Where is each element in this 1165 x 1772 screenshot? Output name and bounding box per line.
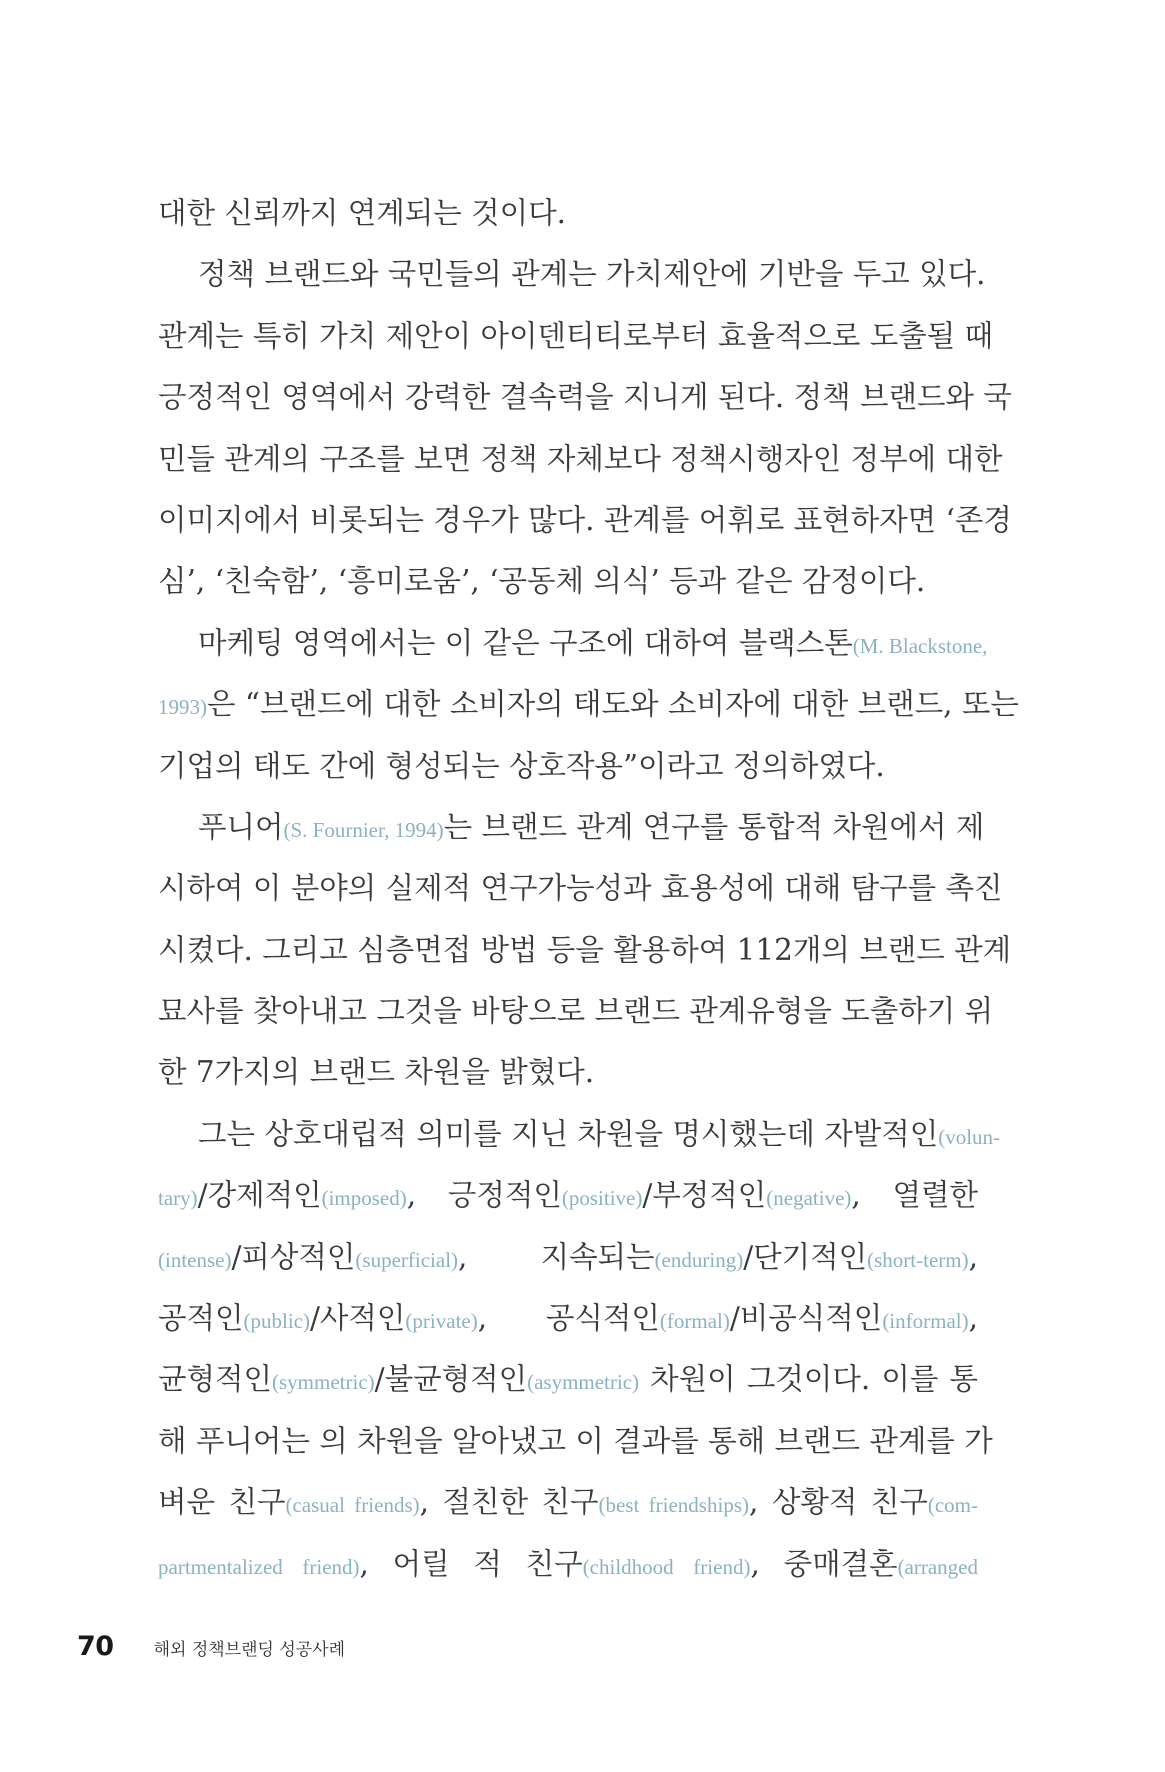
text-segment: 대한 신뢰까지 연계되는 것이다. [158, 196, 566, 230]
text-line [158, 1053, 978, 1114]
text-segment: , [968, 1301, 978, 1336]
english-annotation: (symmetric) [272, 1370, 375, 1395]
text-segment: 마케팅 영역에서는 이 같은 구조에 대하여 블랙스톤 [198, 625, 853, 660]
text-segment: 균형적인 [158, 1362, 272, 1397]
text-line [158, 747, 978, 808]
text-line [158, 931, 1012, 992]
text-segment: 해 푸니어는 의 차원을 알아냈고 이 결과를 통해 브랜드 관계를 가 [158, 1423, 993, 1458]
text-line [158, 501, 1012, 562]
english-annotation: (asymmetric) [527, 1370, 640, 1395]
english-annotation: tary) [158, 1186, 198, 1211]
text-segment: /사적인 [309, 1301, 406, 1336]
english-annotation: partmentalized friend) [158, 1554, 360, 1579]
english-annotation: (casual friends) [285, 1493, 420, 1518]
text-segment: , 열렬한 [851, 1178, 979, 1213]
text-segment: /불균형적인 [374, 1362, 528, 1397]
text-segment: 정책 브랜드와 국민들의 관계는 가치제안에 기반을 두고 있다. [198, 257, 986, 292]
english-annotation: (intense) [158, 1247, 232, 1272]
text-segment: 이미지에서 비롯되는 경우가 많다. 관계를 어휘로 표현하자면 ‘존경 [158, 502, 1012, 537]
text-segment: 묘사를 찾아내고 그것을 바탕으로 브랜드 관계유형을 도출하기 위 [158, 994, 994, 1029]
text-segment: 한 7가지의 브랜드 차원을 밝혔다. [158, 1055, 595, 1090]
text-segment: 관계는 특히 가치 제안이 아이덴티티로부터 효율적으로 도출될 때 [158, 318, 994, 353]
text-segment: 심’, ‘친숙함’, ‘흥미로움’, ‘공동체 의식’ 등과 같은 감정이다. [158, 564, 926, 599]
text-line [158, 440, 1003, 501]
text-segment: /부정적인 [642, 1178, 767, 1213]
text-line [158, 1545, 978, 1606]
text-segment: /강제적인 [197, 1178, 322, 1213]
english-annotation: (private) [405, 1309, 478, 1334]
text-segment: 시하여 이 분야의 실제적 연구가능성과 효용성에 대해 탐구를 촉진 [158, 871, 1003, 906]
text-segment: /피상적인 [231, 1239, 356, 1274]
english-annotation: (best friendships) [598, 1493, 749, 1518]
text-line [158, 378, 1012, 439]
text-segment: 는 브랜드 관계 연구를 통합적 차원에서 제 [443, 809, 985, 844]
english-annotation: (com- [927, 1493, 978, 1518]
english-annotation: (volun- [938, 1124, 1001, 1149]
english-annotation: (positive) [561, 1186, 643, 1211]
text-segment: /단기적인 [743, 1239, 868, 1274]
english-annotation: (M. Blackstone, [852, 633, 988, 658]
text-segment: , 긍정적인 [406, 1178, 562, 1213]
text-line [158, 1299, 978, 1360]
text-line [158, 1176, 978, 1237]
text-line [158, 1238, 978, 1299]
english-annotation: 1993) [158, 695, 207, 720]
page-footer [77, 1631, 345, 1671]
english-annotation: (formal) [659, 1309, 730, 1334]
page-number: 70 [77, 1631, 114, 1662]
text-line [158, 869, 1003, 930]
text-line [158, 317, 994, 378]
english-annotation: (superficial) [355, 1247, 459, 1272]
text-segment: 공적인 [158, 1301, 244, 1336]
text-segment: 긍정적인 영역에서 강력한 결속력을 지니게 된다. 정책 브랜드와 국 [158, 380, 1012, 415]
text-segment: , 절친한 친구 [419, 1485, 599, 1520]
text-segment: , 중매결혼 [750, 1546, 898, 1581]
text-segment: 민들 관계의 구조를 보면 정책 자체보다 정책시행자인 정부에 대한 [158, 441, 1003, 476]
text-line [158, 808, 985, 869]
text-segment: , [968, 1239, 978, 1274]
text-segment: 차원이 그것이다. 이를 통 [639, 1362, 978, 1397]
text-line [158, 992, 994, 1053]
text-segment: /비공식적인 [729, 1301, 883, 1336]
text-line [158, 1115, 1001, 1176]
text-segment: 시켰다. 그리고 심층면접 방법 등을 활용하여 112개의 브랜드 관계 [158, 932, 1012, 967]
english-annotation: (arranged [897, 1554, 979, 1579]
text-line [158, 685, 1019, 746]
text-segment: 벼운 친구 [158, 1485, 286, 1520]
english-annotation: (childhood friend) [582, 1554, 751, 1579]
text-line [158, 624, 988, 685]
english-annotation: (informal) [882, 1309, 969, 1334]
text-line [158, 1483, 978, 1544]
text-segment: 은 “브랜드에 대한 소비자의 태도와 소비자에 대한 브랜드, 또는 [207, 687, 1019, 722]
english-annotation: (short-term) [867, 1247, 969, 1272]
body-text [158, 194, 1019, 1606]
text-line [158, 1422, 993, 1483]
text-segment: 기업의 태도 간에 형성되는 상호작용”이라고 정의하였다. [158, 748, 885, 783]
english-annotation: (negative) [766, 1186, 852, 1211]
english-annotation: (imposed) [321, 1186, 407, 1211]
english-annotation: (S. Fournier, 1994) [283, 817, 444, 842]
running-title: 해외 정책브랜딩 성공사례 [153, 1640, 346, 1660]
text-segment: 푸니어 [198, 809, 284, 844]
text-segment: , 공식적인 [477, 1301, 660, 1336]
text-line [158, 255, 986, 316]
english-annotation: (public) [243, 1309, 310, 1334]
english-annotation: (enduring) [654, 1247, 744, 1272]
text-segment: , 지속되는 [458, 1239, 655, 1274]
text-line [158, 562, 978, 623]
text-segment: 그는 상호대립적 의미를 지닌 차원을 명시했는데 자발적인 [198, 1116, 939, 1151]
text-segment: , 상황적 친구 [748, 1485, 928, 1520]
text-line [158, 194, 978, 255]
text-line [158, 1360, 978, 1421]
text-segment: , 어릴 적 친구 [359, 1546, 583, 1581]
